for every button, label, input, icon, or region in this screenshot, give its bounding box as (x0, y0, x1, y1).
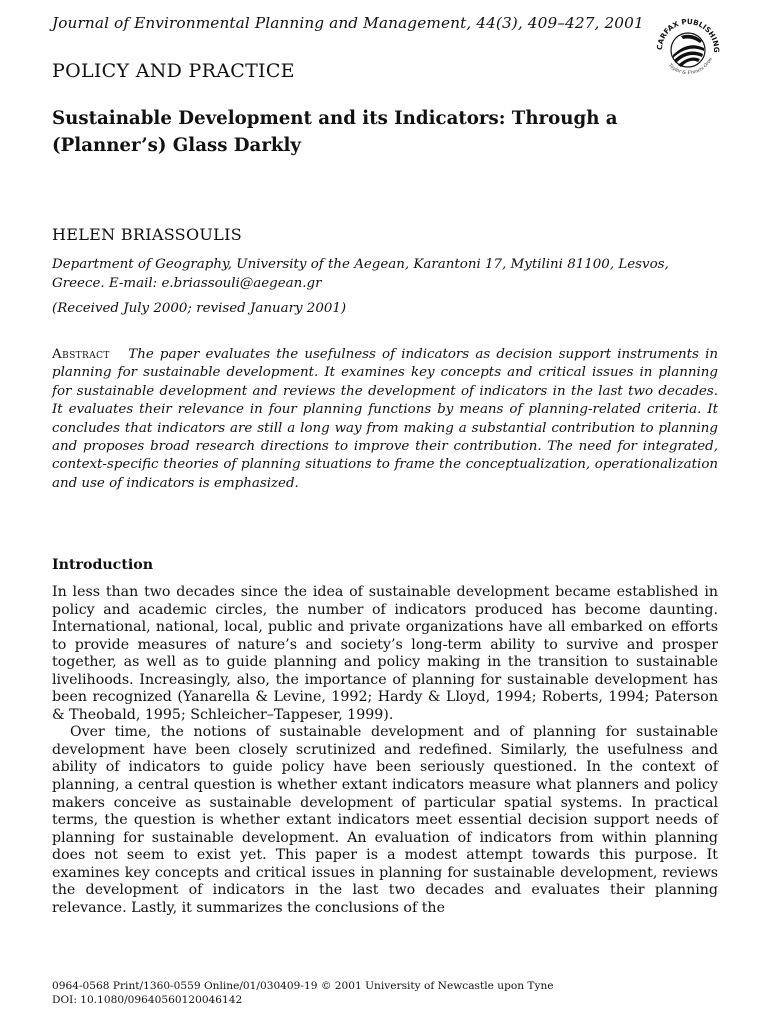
journal-header: Journal of Environmental Planning and Management, 44(3), 409–427, 2001 (52, 14, 644, 32)
publisher-logo (648, 10, 728, 82)
author-affiliation: Department of Geography, University of the Aegean, Karantoni 17, Mytilini 81100, Lesvos, Greece. E-mail: e.briassouli@aegean.gr (52, 257, 669, 291)
abstract-text: The paper evaluates the usefulness of indicators as decision support instruments in planning for sustainable development. It examines key concepts and critical issues in planning for sustainable development and reviews the development of indicators in the last two decades. It evaluates their relevance in four planning functions by means of planning-related criteria. It concludes that indicators are still a long way from making a substantial contribution to planning and proposes broad research directions to improve their contribution. The need for integrated, context-specific theories of planning situations to frame the conceptualization, operationalization and use of indicators is emphasized. (52, 347, 718, 491)
logo-subtext: Taylor & Francis Grou (667, 56, 714, 77)
section-heading-introduction: Introduction (52, 557, 154, 573)
article-page (52, 0, 722, 1024)
body-paragraph: Over time, the notions of sustainable development and of planning for sustainable development have been closely scrutinized and redefined. Similarly, the usefulness and ability of indicators to guide policy have been seriously questioned. In the context of planning, a central question is whether extant indicators measure what planners and policy makers conceive as sustainable development of particular spatial systems. In practical terms, the question is whether extant indicators meet essential decision support needs of planning for sustainable development. An evaluation of indicators from within planning does not seem to exist yet. This paper is a modest attempt towards this purpose. It examines key concepts and critical issues in planning for sustainable development, reviews the development of indicators in the last two decades and evaluates their planning relevance. Lastly, it summarizes the conclusions of the (52, 724, 718, 916)
footer-doi: DOI: 10.1080/09640560120046142 (52, 994, 243, 1006)
carfax-globe-icon (671, 33, 705, 67)
abstract-label: Abstract (52, 347, 110, 362)
abstract (52, 346, 718, 493)
logo-text: CARFAX PUBLISHING (654, 16, 722, 53)
author-name: HELEN BRIASSOULIS (52, 225, 242, 244)
section-label: POLICY AND PRACTICE (52, 60, 295, 82)
received-dates: (Received July 2000; revised January 2001) (52, 301, 347, 316)
body-paragraph: In less than two decades since the idea of sustainable development became established in policy and academic circles, the number of indicators produced has become daunting. International, national, local, public and private organizations have all embarked on efforts to provide measures of nature’s and society’s long-term ability to survive and prosper together, as well as to guide planning and policy making in the transition to sustainable livelihoods. Increasingly, also, the importance of planning for sustainable development has been recognized (Yanarella & Levine, 1992; Hardy & Lloyd, 1994; Roberts, 1994; Paterson & Theobald, 1995; Schleicher–Tappeser, 1999). (52, 584, 718, 723)
footer (52, 979, 554, 1007)
footer-issn: 0964-0568 Print/1360-0559 Online/01/030409-19 © 2001 University of Newcastle upon Tyne (52, 980, 554, 992)
introduction-body (52, 584, 718, 917)
article-title: Sustainable Development and its Indicators: Through a (Planner’s) Glass Darkly (52, 108, 618, 156)
